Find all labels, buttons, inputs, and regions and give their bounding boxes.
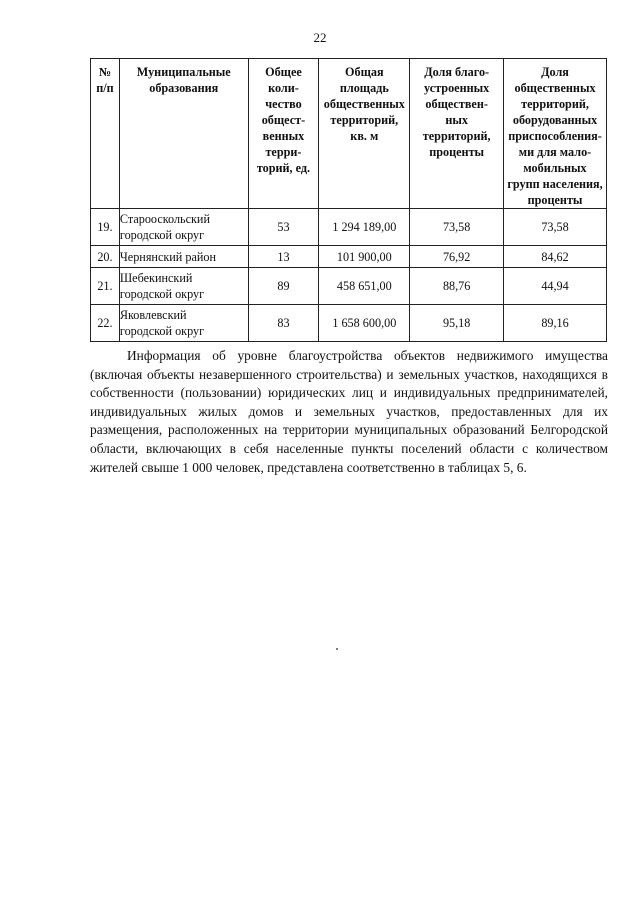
row-area: 101 900,00 (319, 246, 410, 268)
table-row (91, 246, 607, 268)
header-municipality: Муниципальные образования (119, 59, 248, 209)
scan-speck (336, 648, 338, 650)
table-row (91, 209, 607, 246)
row-number: 21. (91, 268, 120, 305)
header-area: Общая площадь общественных территорий, кв. м (319, 59, 410, 209)
row-improved-share: 95,18 (410, 305, 504, 342)
table-row (91, 305, 607, 342)
header-number: № п/п (91, 59, 120, 209)
header-count: Общее коли- чество общест- венных терри- торий, ед. (248, 59, 319, 209)
row-municipality: Чернянский район (119, 246, 248, 268)
row-count: 89 (248, 268, 319, 305)
row-area: 458 651,00 (319, 268, 410, 305)
row-municipality: Яковлевский городской округ (119, 305, 248, 342)
row-municipality: Шебекинский городской округ (119, 268, 248, 305)
header-improved-share: Доля благо- устроенных обществен- ных территорий, проценты (410, 59, 504, 209)
row-accessible-share: 44,94 (504, 268, 607, 305)
municipal-territories-table (90, 58, 607, 342)
row-improved-share: 88,76 (410, 268, 504, 305)
row-count: 13 (248, 246, 319, 268)
header-accessible-share: Доля общественных территорий, оборудованных приспособления- ми для мало- мобильных групп населения, проценты (504, 59, 607, 209)
row-improved-share: 73,58 (410, 209, 504, 246)
table-row (91, 268, 607, 305)
row-area: 1 294 189,00 (319, 209, 410, 246)
row-accessible-share: 84,62 (504, 246, 607, 268)
row-accessible-share: 89,16 (504, 305, 607, 342)
table-header-row (91, 59, 607, 209)
row-accessible-share: 73,58 (504, 209, 607, 246)
row-number: 22. (91, 305, 120, 342)
row-improved-share: 76,92 (410, 246, 504, 268)
page-number: 22 (313, 30, 327, 45)
row-count: 53 (248, 209, 319, 246)
row-area: 1 658 600,00 (319, 305, 410, 342)
row-number: 20. (91, 246, 120, 268)
row-number: 19. (91, 209, 120, 246)
row-municipality: Старооскольский городской округ (119, 209, 248, 246)
body-paragraph: Информация об уровне благоустройства объектов недвижимого имущества (включая объекты незавершенного строительства) и земельных участков, находящихся в собственности (пользовании) юридических лиц и индивидуальных предпринимателей, индивидуальных жилых домов и земельных участков, предоставленных для их размещения, расположенных на территории муниципальных образований Белгородской области, включающих в себя населенные пункты поселений области с количеством жителей свыше 1 000 человек, представлена соответственно в таблицах 5, 6. (90, 348, 608, 475)
row-count: 83 (248, 305, 319, 342)
